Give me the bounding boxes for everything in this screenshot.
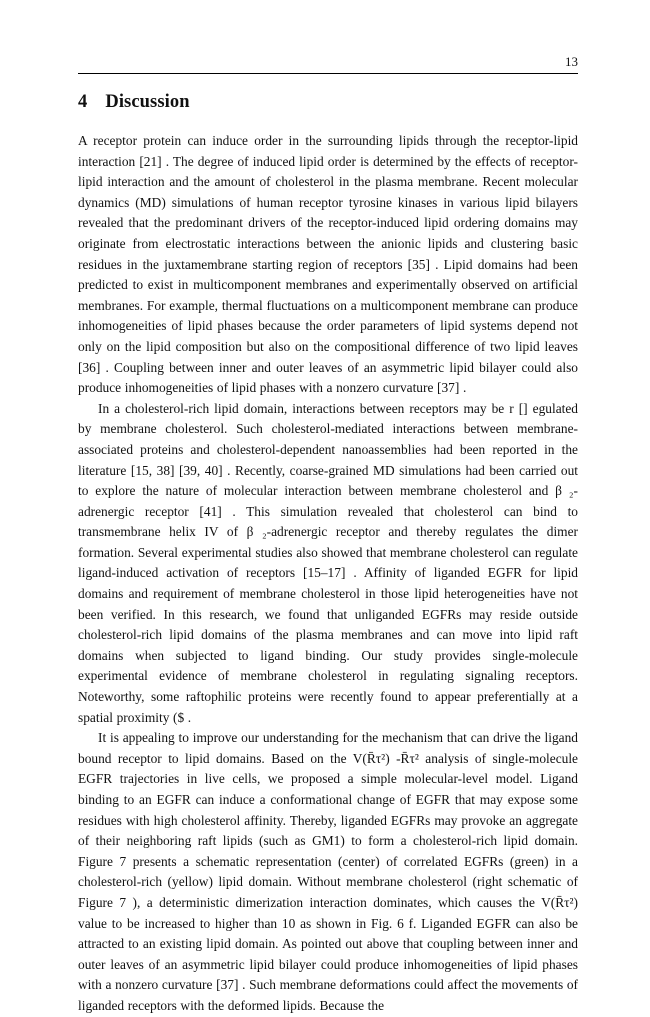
discussion-body bbox=[78, 131, 578, 1017]
paragraph: A receptor protein can induce order in the surrounding lipids through the receptor-lipid interaction [21] . The degree of induced lipid order is determined by the effects of receptor-lipid interaction and the amount of cholesterol in the plasma membrane. Recent molecular dynamics (MD) simulations of human receptor tyrosine kinases in various lipid bilayers revealed that the predominant drivers of the receptor-induced lipid ordering domains may originate from electrostatic interactions between the anionic lipids and clustering basic residues in the juxtamembrane starting region of receptors [35] . Lipid domains had been predicted to exist in multicomponent membranes and experimentally observed on artificial membranes. For example, thermal fluctuations on a multicomponent membrane can produce inhomogeneities of lipid phases because the order parameters of lipid systems depend not only on the lipid composition but also on the compositional difference of two lipid leaves [36] . Coupling between inner and outer leaves of an asymmetric lipid bilayer could also produce inhomogeneities of lipid phases with a nonzero curvature [37] . bbox=[78, 133, 578, 396]
section-title: Discussion bbox=[105, 92, 190, 112]
section-number: 4 bbox=[78, 92, 88, 112]
page-number: 13 bbox=[565, 54, 578, 69]
paragraph: It is appealing to improve our understanding for the mechanism that can drive the ligand bound receptor to lipid domains. Based on the V(R̄τ²) -R̄τ² analysis of single-molecule EGFR trajectories in live cells, we proposed a simple molecular-level model. Ligand binding to an EGFR can induce a conformational change of EGFR that may expose some residues with high cholesterol affinity. Thereby, liganded EGFRs may provoke an aggregate of their neighboring raft lipids (such as GM1) to form a cholesterol-rich lipid domain. Figure 7 presents a schematic representation (center) of correlated EGFRs (green) in a cholesterol-rich (yellow) lipid domain. Without membrane cholesterol (right schematic of Figure 7 ), a deterministic dimerization interaction dominates, which causes the V(R̄τ²) value to be increased to higher than 10 as shown in Fig. 6 f. Liganded EGFR can also be attracted to an existing lipid domain. As pointed out above that coupling between inner and outer leaves of an asymmetric lipid bilayer could produce inhomogeneities of lipid phases with a nonzero curvature [37] . Such membrane deformations could affect the movements of liganded receptors with the deformed lipids. Because the bbox=[78, 730, 578, 1013]
header-rule bbox=[78, 73, 578, 74]
paragraph: In a cholesterol-rich lipid domain, interactions between receptors may be r [] egulated by membrane cholesterol. Such cholesterol-mediated interactions between membrane-associated proteins and cholesterol-dependent nanoassemblies had been reported in the literature [15, 38] [39, 40] . Recently, coarse-grained MD simulations had been carried out to explore the nature of molecular interaction between membrane cholesterol and β ₂-adrenergic receptor [41] . This simulation revealed that cholesterol can bind to transmembrane helix IV of β ₂-adrenergic receptor and thereby regulates the dimer formation. Several experimental studies also showed that membrane cholesterol can regulate ligand-induced activation of receptors [15–17] . Affinity of liganded EGFR for lipid domains and requirement of membrane cholesterol in those lipid heterogeneities have not been verified. In this research, we found that unliganded EGFRs may reside outside cholesterol-rich lipid domains of the plasma membranes and can move into lipid raft domains when subjected to ligand binding. Our study provides single-molecule experimental evidence of membrane cholesterol in regulating signaling receptors. Noteworthy, some raftophilic proteins were recently found to appear preferentially at a spatial proximity ($ . bbox=[78, 400, 578, 725]
content-column bbox=[78, 0, 578, 1017]
section-heading bbox=[78, 91, 578, 113]
